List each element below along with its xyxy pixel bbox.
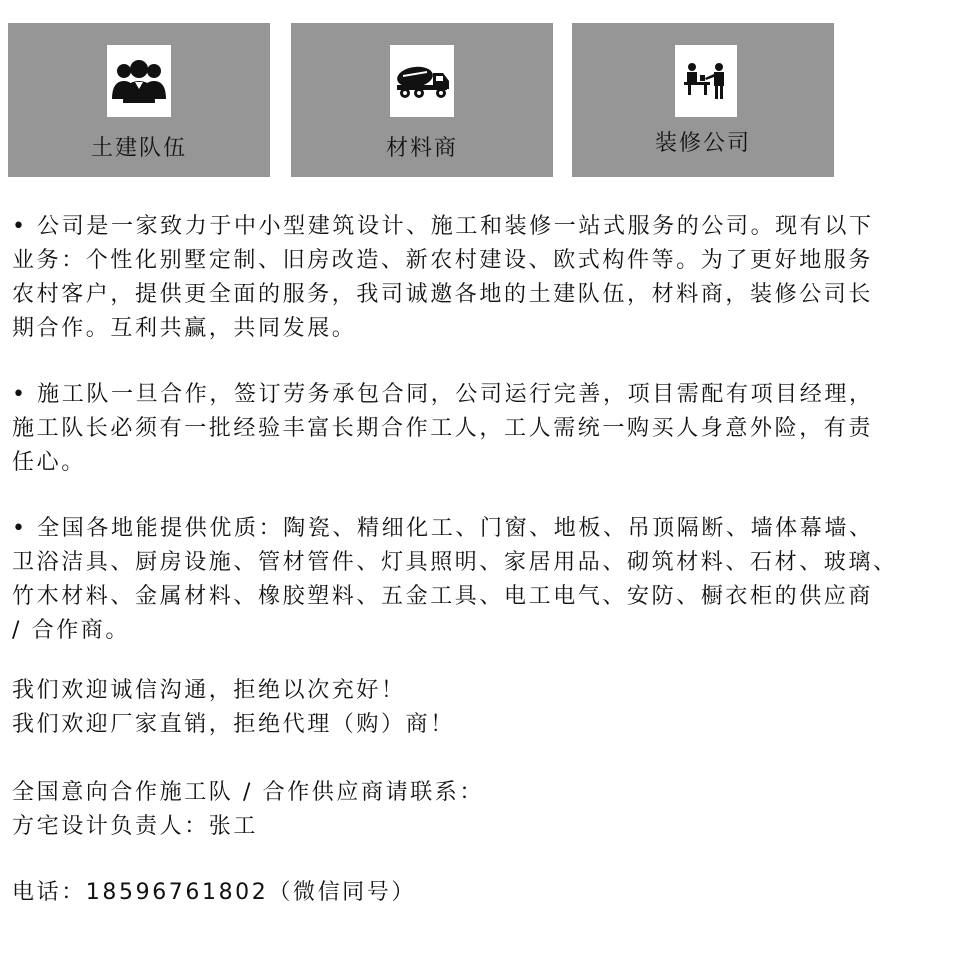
welcome-paragraph [12, 674, 956, 742]
construction-team-paragraph [12, 378, 956, 480]
text-line: • 施工队一旦合作，签订劳务承包合同，公司运行完善，项目需配有项目经理， [12, 382, 874, 407]
text-line: / 合作商。 [12, 618, 131, 643]
people-group-icon [107, 45, 171, 117]
card-label: 装修公司 [654, 131, 751, 156]
text-line: 竹木材料、金属材料、橡胶塑料、五金工具、电工电气、安防、橱衣柜的供应商 [12, 584, 874, 609]
card-label: 材料商 [385, 136, 458, 161]
phone-number: 电话：18596761802（微信同号） [12, 880, 416, 905]
text-line: 我们欢迎诚信沟通，拒绝以次充好！ [12, 678, 406, 703]
card-label: 土建队伍 [90, 136, 187, 161]
phone-paragraph [12, 876, 956, 910]
workers-icon [675, 45, 737, 117]
text-line: 农村客户，提供更全面的服务，我司诚邀各地的土建队伍，材料商，装修公司长 [12, 282, 874, 307]
text-line: • 全国各地能提供优质：陶瓷、精细化工、门窗、地板、吊顶隔断、墙体幕墙、 [12, 516, 874, 541]
card-materials[interactable] [291, 23, 553, 177]
materials-paragraph [12, 512, 956, 648]
text-line: 卫浴洁具、厨房设施、管材管件、灯具照明、家居用品、砌筑材料、石材、玻璃、 [12, 550, 898, 575]
text-line: 施工队长必须有一批经验丰富长期合作工人，工人需统一购买人身意外险，有责 [12, 416, 874, 441]
text-line: 任心。 [12, 450, 86, 475]
text-line: • 公司是一家致力于中小型建筑设计、施工和装修一站式服务的公司。现有以下 [12, 214, 874, 239]
text-line: 全国意向合作施工队 / 合作供应商请联系： [12, 780, 484, 805]
card-decoration-company[interactable] [572, 23, 834, 177]
contact-paragraph [12, 776, 956, 844]
text-line: 我们欢迎厂家直销，拒绝代理（购）商！ [12, 712, 455, 737]
text-line: 期合作。互利共赢，共同发展。 [12, 316, 357, 341]
text-line: 方宅设计负责人：张工 [12, 814, 259, 839]
card-civil-team[interactable] [8, 23, 270, 177]
intro-paragraph [12, 210, 956, 346]
text-line: 业务：个性化别墅定制、旧房改造、新农村建设、欧式构件等。为了更好地服务 [12, 248, 874, 273]
cement-truck-icon [390, 45, 454, 117]
